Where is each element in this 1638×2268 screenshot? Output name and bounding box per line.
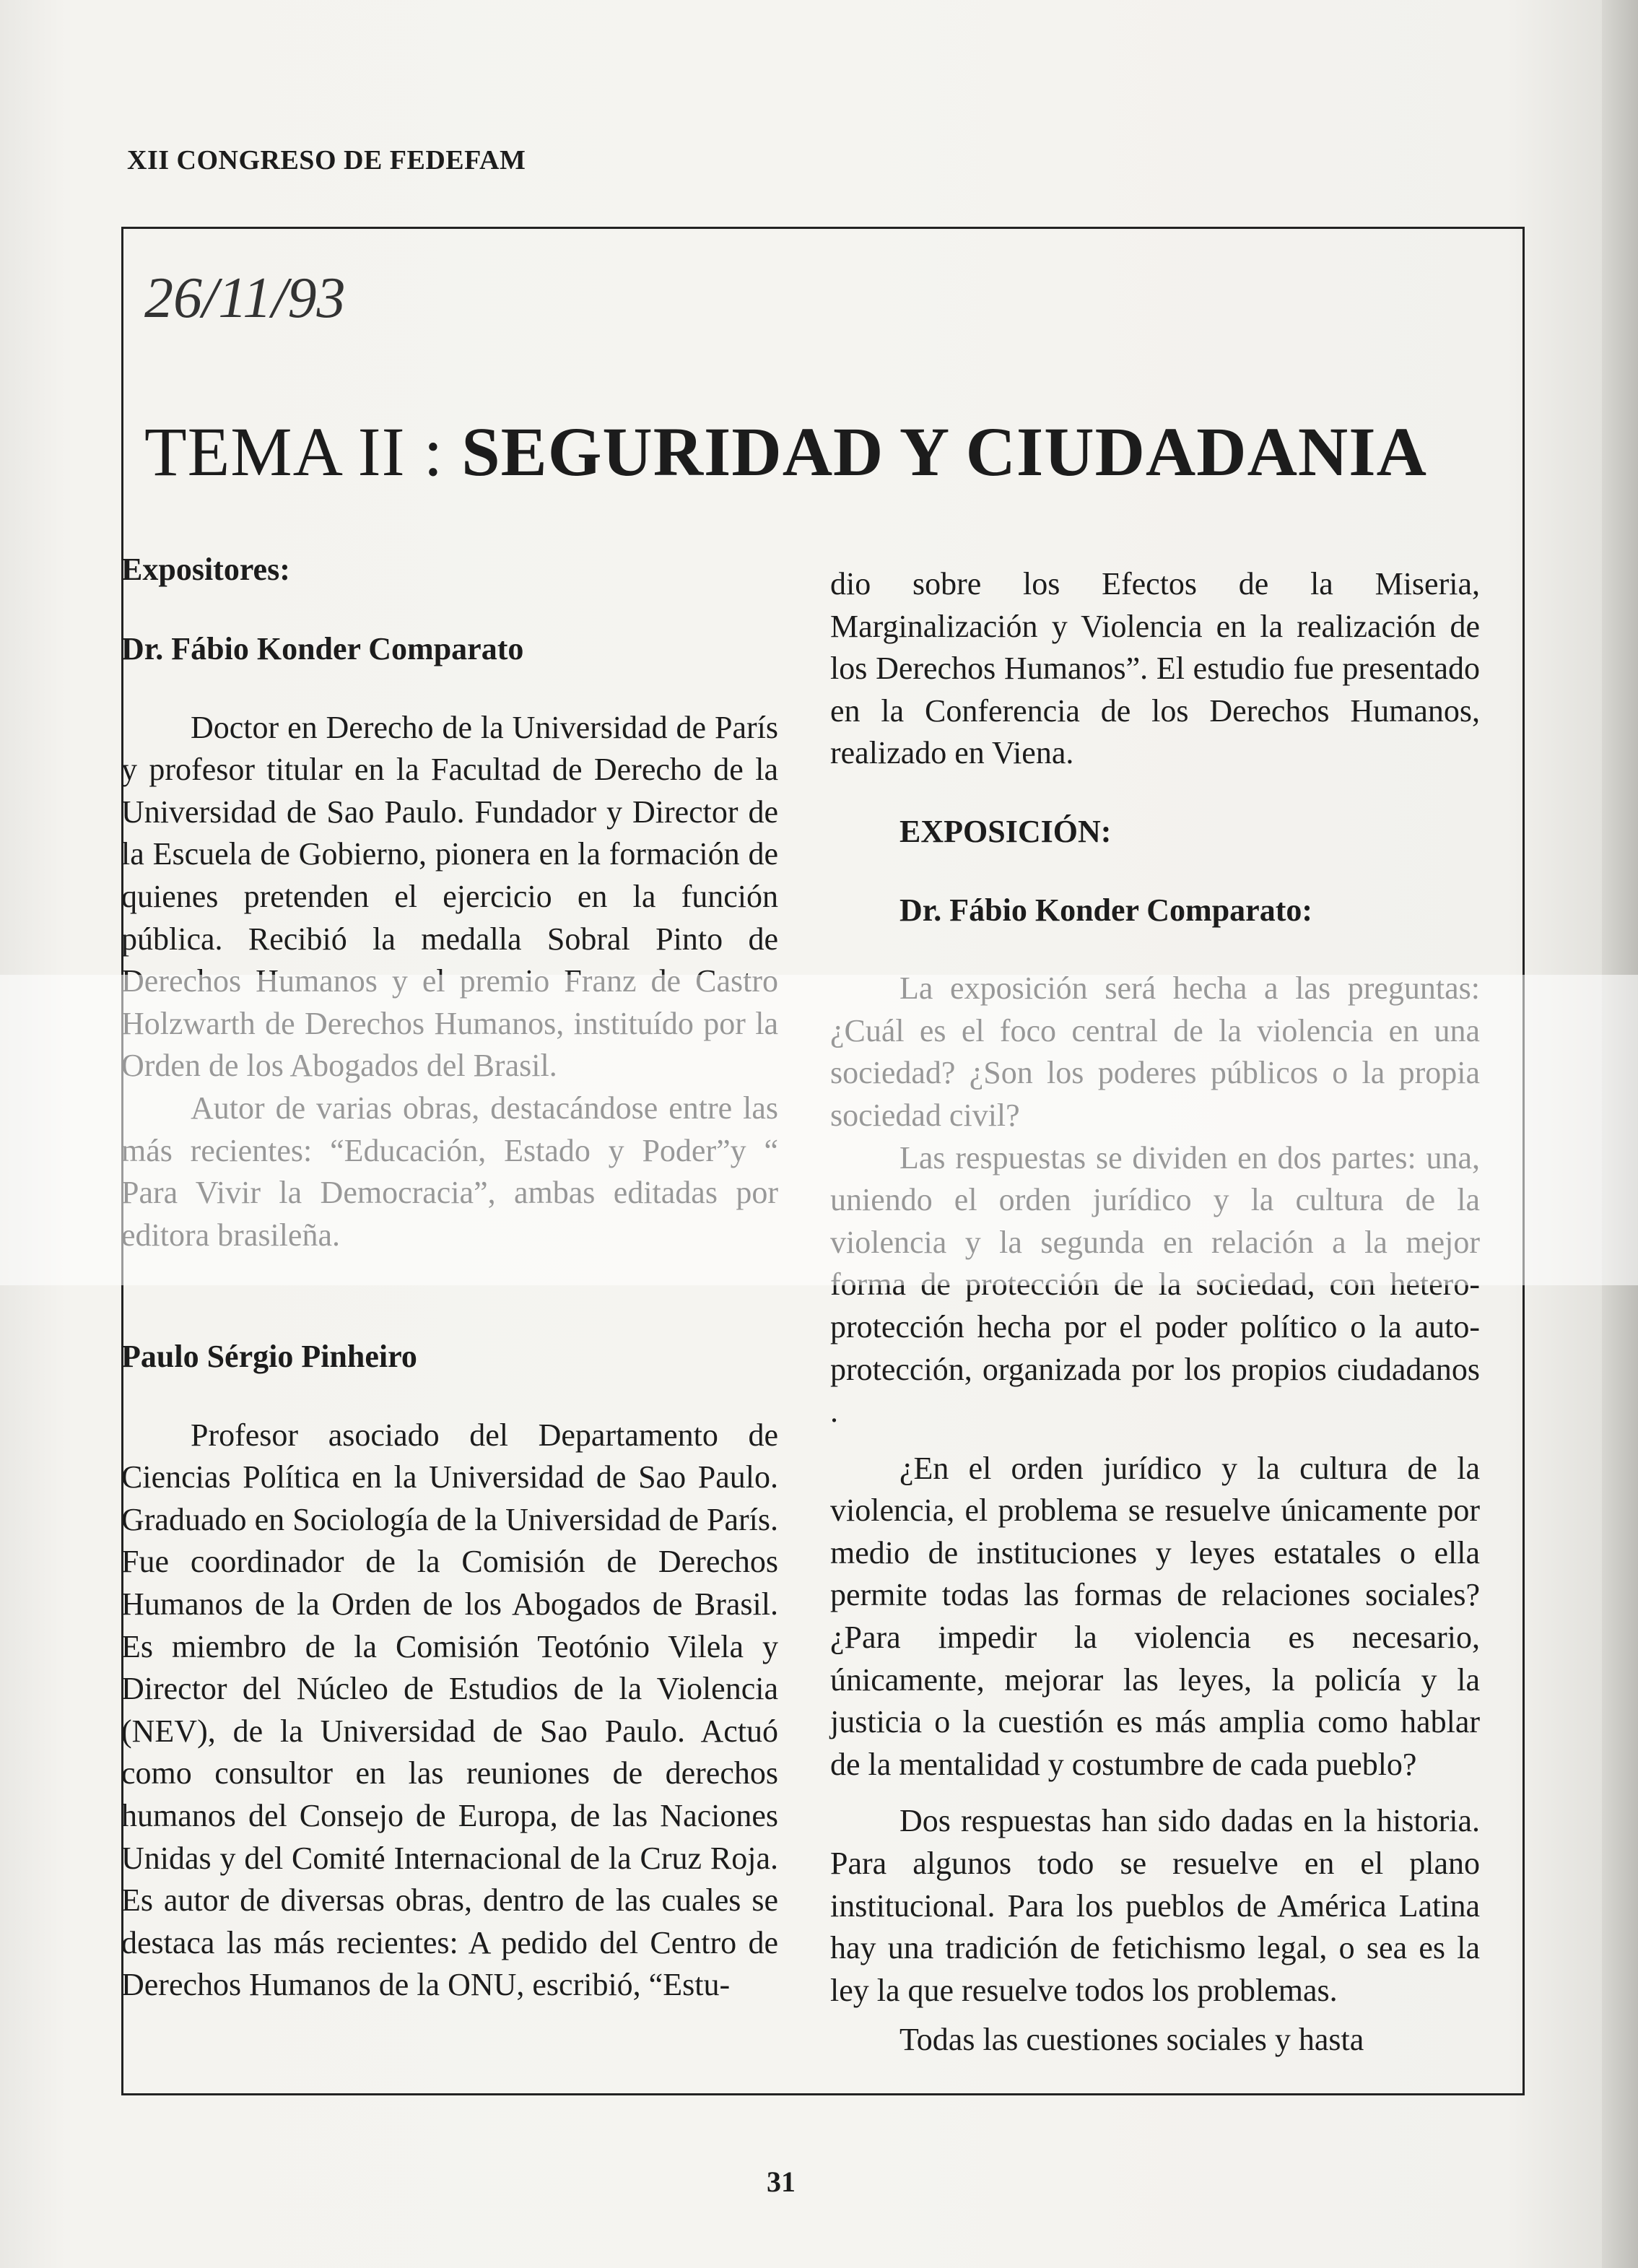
bio-continuation: dio sobre los Efectos de la Miseria, Marginalización y Violencia en la realización de los Derechos Humanos”. El estudio fue presentado en la Conferencia de los Derechos Humanos, realizado en Viena. (830, 566, 1480, 771)
right-column (830, 563, 1480, 2061)
page-title (144, 412, 1427, 492)
body-paragraph: Todas las cuestiones sociales y hasta (899, 2022, 1364, 2058)
speaker2-block (121, 1336, 778, 2007)
page-number: 31 (767, 2165, 796, 2198)
speaker1-name: Dr. Fábio Konder Comparato (121, 631, 524, 666)
watermark-band (0, 975, 1638, 1285)
body-paragraph: protección hecha por el poder político o la auto-protección, organizada por los propios ciudadanos . (830, 1308, 1480, 1430)
title-theme-number: TEMA II : (144, 413, 462, 490)
running-header: XII CONGRESO DE FEDEFAM (127, 145, 526, 175)
title-theme-name: SEGURIDAD Y CIUDADANIA (461, 413, 1427, 490)
speaker2-name: Paulo Sérgio Pinheiro (121, 1339, 417, 1374)
body-paragraph: Dos respuestas han sido dadas en la historia. Para algunos todo se resuelve en el plano institucional. Para los pueblos de América Latina hay una tradición de fetichismo legal, o sea es la ley la que resuelve todos los problemas. (830, 1803, 1480, 2008)
speaker1-bio: Doctor en Derecho de la Universidad de París y profesor titular en la Facultad de Derecho de la Universidad de Sao Paulo. Fundador y Director de la Escuela de Gobierno, pionera en la formación de quienes pretenden el ejercicio en la función pública. Recibió la medalla Sobral Pinto de (121, 709, 778, 957)
exposicion-speaker: Dr. Fábio Konder Comparato: (899, 892, 1312, 928)
expositores-heading-block (121, 549, 778, 591)
session-date: 26/11/93 (144, 266, 346, 330)
speaker2-bio: Profesor asociado del Departamento de Ciencias Política en la Universidad de Sao Paulo. Graduado en Sociología de la Universidad de París. Fue coordinador de la Comisión de Derechos Humanos de la Orden de los Abogados de Brasil. Es miembro de la Comisión Teotónio Vilela y Director del Núcleo de Estudios de la Violencia (NEV), de la Universidad de Sao Paulo. Actuó como consultor en las reuniones de derechos humanos del Consejo de Europa, de las Naciones Unidas y del Comité Internacional de la Cruz Roja. Es autor de diversas obras, dentro de las cuales se destaca las más recientes: A pedido del Centro de Derechos Humanos de la ONU, escribió, “Estu- (121, 1417, 778, 2003)
body-paragraph: ¿En el orden jurídico y la cultura de la violencia, el problema se resuelve únicamente por medio de instituciones y leyes estatales o ella permite todas las formas de relaciones sociales? ¿Para impedir la violencia es necesario, únicamente, mejorar las leyes, la policía y la justicia o la cuestión es más amplia como hablar de la mentalidad y costumbre de cada pueblo? (830, 1450, 1480, 1782)
expositores-heading: Expositores: (121, 552, 290, 587)
exposicion-heading: EXPOSICIÓN: (899, 813, 1112, 849)
